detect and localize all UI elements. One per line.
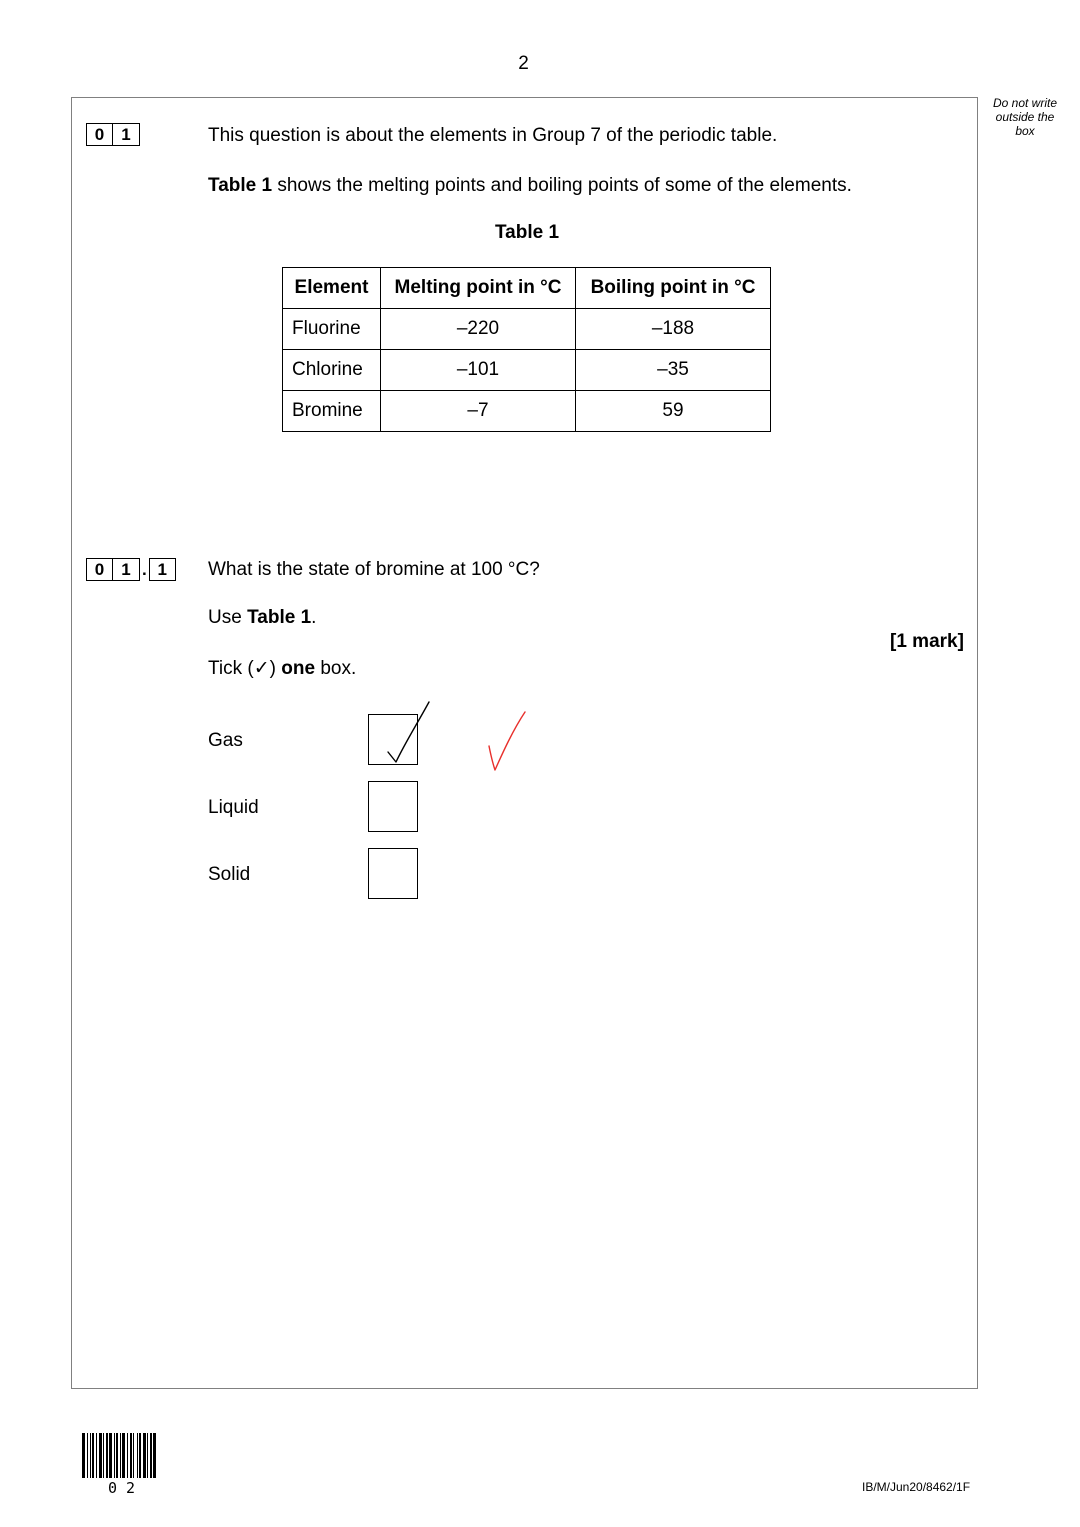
option-label-liquid: Liquid bbox=[208, 797, 259, 818]
table-ref-bold: Table 1 bbox=[208, 175, 273, 196]
table-cell-melting: –7 bbox=[381, 391, 576, 432]
handwritten-tick-icon bbox=[367, 699, 437, 769]
table-cell-element: Fluorine bbox=[283, 309, 381, 350]
table-header-cell: Boiling point in °C bbox=[576, 268, 771, 309]
question-number-box bbox=[86, 122, 140, 147]
examiner-tick-icon bbox=[485, 708, 530, 773]
barcode-digits: 0 2 bbox=[108, 1479, 136, 1497]
table-caption: Table 1 bbox=[494, 222, 560, 243]
table-reference-sentence bbox=[208, 174, 852, 198]
option-checkbox-liquid[interactable] bbox=[368, 781, 418, 832]
footer-code: IB/M/Jun20/8462/1F bbox=[862, 1480, 971, 1494]
option-checkbox-gas[interactable] bbox=[368, 714, 418, 765]
table-cell-boiling: –188 bbox=[576, 309, 771, 350]
option-label-solid: Solid bbox=[208, 864, 251, 885]
option-label-gas: Gas bbox=[208, 730, 243, 751]
subquestion-digit: 1 bbox=[113, 558, 140, 581]
table-row bbox=[283, 309, 771, 350]
use-prefix: Use bbox=[208, 607, 248, 628]
use-bold: Table 1 bbox=[247, 607, 312, 628]
melting-boiling-table bbox=[282, 267, 771, 432]
table-header-cell: Melting point in °C bbox=[381, 268, 576, 309]
question-intro: This question is about the elements in Group 7 of the periodic table. bbox=[208, 125, 778, 146]
use-table-instruction bbox=[208, 606, 316, 630]
subquestion-dot: . bbox=[142, 559, 147, 579]
question-digit: 0 bbox=[86, 123, 113, 146]
tick-bold: one bbox=[281, 658, 316, 679]
tick-instruction bbox=[208, 657, 356, 681]
subquestion-number-box bbox=[86, 557, 176, 582]
table-cell-melting: –220 bbox=[381, 309, 576, 350]
table-cell-melting: –101 bbox=[381, 350, 576, 391]
table-header-cell: Element bbox=[283, 268, 381, 309]
table-header-row bbox=[283, 268, 771, 309]
subquestion-prompt: What is the state of bromine at 100 °C? bbox=[208, 559, 540, 580]
marks-label: [1 mark] bbox=[890, 631, 964, 652]
table-cell-boiling: –35 bbox=[576, 350, 771, 391]
page-number: 2 bbox=[518, 53, 529, 74]
use-suffix: . bbox=[311, 607, 317, 628]
table-row bbox=[283, 350, 771, 391]
question-digit: 1 bbox=[113, 123, 140, 146]
table-cell-boiling: 59 bbox=[576, 391, 771, 432]
subquestion-digit: 0 bbox=[86, 558, 113, 581]
barcode bbox=[82, 1433, 156, 1478]
margin-note: Do not write outside the box bbox=[992, 96, 1058, 138]
table-row bbox=[283, 391, 771, 432]
table-ref-rest: shows the melting points and boiling points of some of the elements. bbox=[272, 175, 852, 196]
table-cell-element: Bromine bbox=[283, 391, 381, 432]
subquestion-digit: 1 bbox=[149, 558, 176, 581]
tick-suffix: box. bbox=[315, 658, 357, 679]
tick-prefix: Tick (✓) bbox=[208, 658, 282, 679]
option-checkbox-solid[interactable] bbox=[368, 848, 418, 899]
table-cell-element: Chlorine bbox=[283, 350, 381, 391]
